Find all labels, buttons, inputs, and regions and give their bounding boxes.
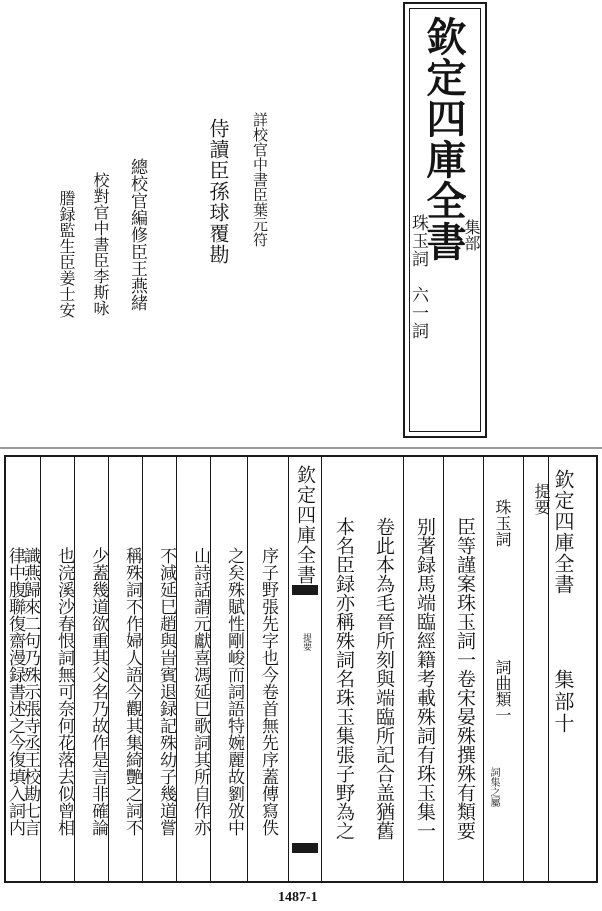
column-rule [176,457,177,881]
page-number: 1487-1 [278,890,318,905]
column-rule [40,457,41,881]
text-column: 不減延巳趙與旹賓退録記殊幼子幾道嘗 [156,547,176,836]
center-fold-strip [288,457,322,881]
text-column: 少蓋幾道欲重其父名乃故作是言非確論 [88,547,108,836]
text-column: 也浣溪沙春恨詞無可奈何花落去似曾相 [54,547,74,836]
text-column: 珠玉詞 詞曲類一 [493,499,512,723]
text-column: 山詩話謂元獻喜馮延巳歌詞其所自作亦 [190,547,210,836]
text-column-note: 詞集之屬 [488,767,499,807]
text-column: 别著録馬端臨經籍考載殊詞有珠玉集一 [414,517,436,840]
text-column: 本名臣録亦稱殊詞名珠玉集張子野為之 [333,517,355,840]
running-title: 欽定四庫全書 [294,465,316,585]
page-header-title: 欽定四庫全書 [551,469,575,595]
column-rule [74,457,75,881]
book-title: 欽定四庫全書 [420,16,467,262]
column-rule [443,457,444,881]
column-rule [523,457,524,881]
text-column: 提要 [532,483,551,515]
title-box [403,2,487,438]
text-column: 稱殊詞不作婦人語今觀其集綺艷之詞不 [122,547,142,836]
credit-line: 侍讀臣孫球覆勘 [206,118,230,265]
credit-line: 謄録監生臣姜士安 [57,190,76,318]
text-column: 卷此本為毛晉所刻與端臨所記合盖猶舊 [373,517,395,840]
work-title: 珠玉詞 六一詞 [408,214,428,340]
page-header-section: 集部十 [551,669,575,735]
fish-tail-mark [292,843,318,853]
page-divider [0,447,602,449]
page-frame [4,455,598,883]
column-rule [247,457,248,881]
column-rule [548,457,549,881]
text-column: 律中腹聯復齋漫録書述之今復填入詞内 [5,547,25,836]
running-label: 提要 [301,633,311,651]
column-rule [483,457,484,881]
column-rule [210,457,211,881]
text-column: 臣等謹案珠玉詞一卷宋晏殊撰殊有類要 [454,517,476,840]
column-rule [142,457,143,881]
section-label: 集部 [462,219,481,251]
text-column: 序子野張先字也今卷首無先序蓋傳寫佚 [258,547,278,836]
fish-tail-mark [292,585,318,595]
text-column: 識燕歸來二句乃殊示張寺丞王校勘七言 [20,547,40,836]
credit-line: 詳校官中書臣葉元符 [251,112,269,247]
column-rule [403,457,404,881]
credit-line: 校對官中書臣李斯咏 [91,172,110,316]
column-rule [108,457,109,881]
credit-line: 總校官編修臣王燕緒 [127,158,147,311]
text-column: 之矣殊賦性剛峻而詞語特婉麗故劉攽中 [224,547,244,836]
